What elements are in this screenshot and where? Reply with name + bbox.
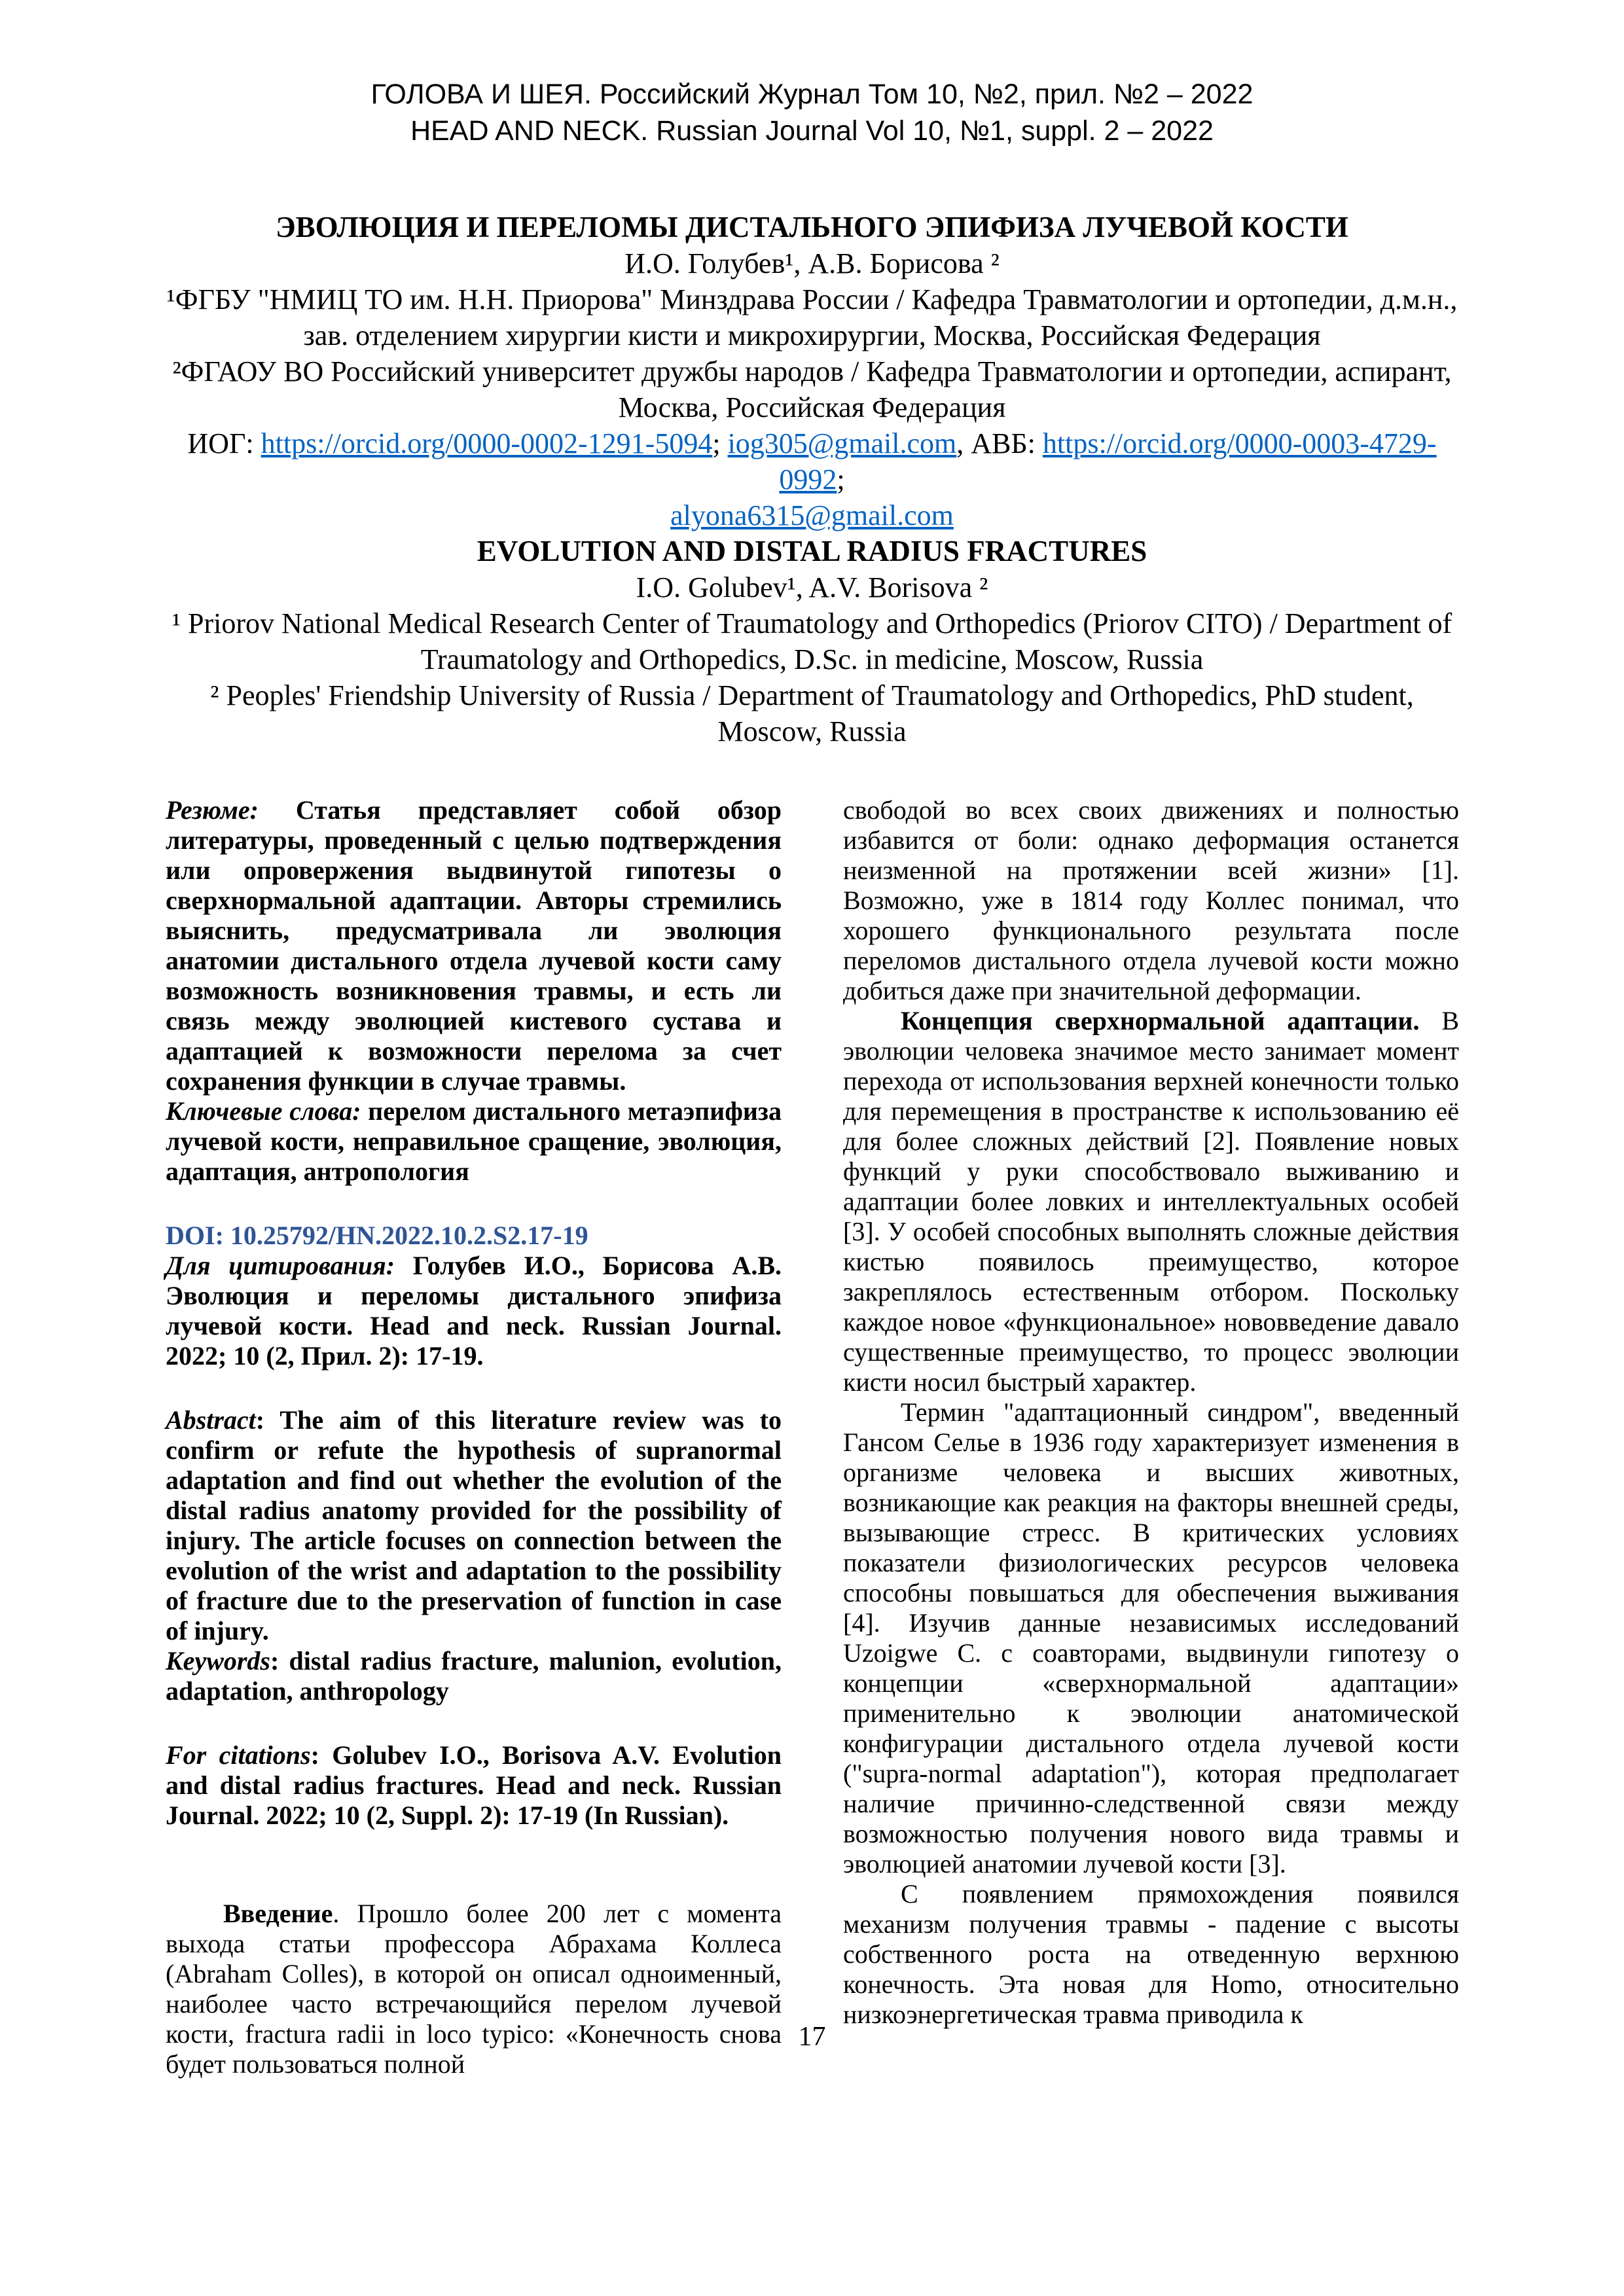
citation-ru-text: Голубев И.О., Борисова А.В. Эволюция и переломы дистального эпифиза лучевой кости. Head and neck. Russian Journal. 2022; 10 (2, Прил. 2): 17-19.	[166, 1251, 782, 1371]
keywords-en-paragraph	[166, 1646, 782, 1706]
running-head	[0, 0, 1624, 149]
affiliation-1-en: ¹ Priorov National Medical Research Center of Traumatology and Orthopedics (Priorov CITO) / Department of Traumatology and Orthopedics, D.Sc. in medicine, Moscow, Russia	[171, 607, 1453, 675]
citation-en-text: : Golubev I.O., Borisova A.V. Evolution and distal radius fractures. Head and neck. Russian Journal. 2022; 10 (2, Suppl. 2): 17-19 (In Russian).	[166, 1740, 782, 1830]
body-paragraph-4: С появлением прямохождения появился механизм получения травмы - падение с высоты собственного роста на отведенную верхнюю конечность. Эта новая для Homo, относительно низкоэнергетическая травма приводила к	[843, 1879, 1459, 2029]
authors-en: I.O. Golubev¹, A.V. Borisova ²	[636, 571, 988, 603]
introduction-label: Введение	[223, 1899, 333, 1928]
title-block	[157, 209, 1467, 749]
email-link-2[interactable]: alyona6315@gmail.com	[670, 499, 954, 531]
resume-label: Резюме:	[166, 795, 259, 825]
body-paragraph-2-text: В эволюции человека значимое место занимает момент перехода от использования верхней конечности только для перемещения в пространстве к использованию её для более сложных действий [2]. Появление новых функций у руки способствовало выживанию и адаптации более ловких и интеллектуальных особей [3]. У особей способных выполнять сложные действия кистью появилось преимущество, которое закреплялось естественным отбором. Поскольку каждое новое «функциональное» нововведение давало существенные преимущество, то процесс эволюции кисти носил быстрый характер.	[843, 1006, 1459, 1397]
left-column	[166, 795, 782, 2079]
supranormal-adaptation-heading: Концепция сверхнормальной адаптации.	[901, 1006, 1420, 1035]
article-title-ru: ЭВОЛЮЦИЯ И ПЕРЕЛОМЫ ДИСТАЛЬНОГО ЭПИФИЗА ЛУЧЕВОЙ КОСТИ	[276, 211, 1348, 243]
body-paragraph-3: Термин "адаптационный синдром", введенный Гансом Селье в 1936 году характеризует изменения в организме человека и высших животных, возникающие как реакция на факторы внешней среды, вызывающие стресс. В критических условиях показатели физиологических ресурсов человека способны повышаться для обеспечения выживания [4]. Изучив данные независимых исследований Uzoigwe C. с соавторами, выдвинули гипотезу о концепции «сверхнормальной адаптации» применительно к эволюции анатомической конфигурации дистального отдела лучевой кости ("supra-normal adaptation"), которая предполагает наличие причинно-следственной связи между возможностью получения нового вида травмы и эволюцией анатомии лучевой кости [3].	[843, 1397, 1459, 1878]
keywords-en-label: Keywords	[166, 1646, 270, 1676]
authors-ru: И.О. Голубев¹, А.В. Борисова ²	[624, 247, 1000, 279]
introduction-text: . Прошло более 200 лет с момента выхода статьи профессора Абрахама Коллеса (Abraham Colles), в которой он описал одноименный, наиболее часто встречающийся перелом лучевой кости, fractura radii in loco typico: «Конечность снова будет пользоваться полной	[166, 1899, 782, 2079]
doi-line: DOI: 10.25792/HN.2022.10.2.S2.17-19	[166, 1221, 588, 1250]
contacts-label-avb: , АВБ:	[956, 427, 1043, 459]
citation-ru-label: Для цитирования:	[166, 1251, 395, 1280]
resume-text: Статья представляет собой обзор литературы, проведенный с целью подтверждения или опровержения выдвинутой гипотезы о сверхнормальной адаптации. Авторы стремились выяснить, предусматривала ли эволюция анатомии дистального отдела лучевой кости саму возможность возникновения травмы, и есть ли связь между эволюцией кистевого сустава и адаптацией к возможности перелома за счет сохранения функции в случае травмы.	[166, 795, 782, 1096]
running-head-ru: ГОЛОВА И ШЕЯ. Российский Журнал Том 10, №2, прил. №2 – 2022	[370, 79, 1254, 110]
contacts-separator: ;	[712, 427, 728, 459]
article-title-en: EVOLUTION AND DISTAL RADIUS FRACTURES	[477, 535, 1147, 567]
body-paragraph-1: свободой во всех своих движениях и полностью избавится от боли: однако деформация останется неизменной на протяжении всей жизни» [1]. Возможно, уже в 1814 году Коллес понимал, что хорошего функционального результата после переломов дистального отдела лучевой кости можно добиться даже при значительной деформации.	[843, 795, 1459, 1005]
affiliation-2-ru: ²ФГАОУ ВО Российский университет дружбы народов / Кафедра Травматологии и ортопедии, аспирант, Москва, Российская Федерация	[172, 355, 1452, 423]
resume-paragraph	[166, 795, 782, 1096]
body-paragraph-2	[843, 1006, 1459, 1397]
running-head-en: HEAD AND NECK. Russian Journal Vol 10, №1, suppl. 2 – 2022	[410, 115, 1214, 147]
citation-en-label: For citations	[166, 1740, 311, 1770]
contacts-separator-2: ;	[837, 463, 845, 495]
abstract-text: : The aim of this literature review was to confirm or refute the hypothesis of supranormal adaptation and find out whether the evolution of the distal radius anatomy provided for the possibility of injury. The article focuses on connection between the evolution of the wrist and adaptation to the possibility of fracture due to the preservation of function in case of injury.	[166, 1405, 782, 1645]
page-number: 17	[798, 2022, 826, 2052]
contacts-line-2	[157, 497, 1467, 533]
affiliation-1-ru: ¹ФГБУ "НМИЦ ТО им. Н.Н. Приорова" Минздрава России / Кафедра Травматологии и ортопедии, д.м.н., зав. отделением хирургии кисти и микрохирургии, Москва, Российская Федерация	[166, 283, 1458, 351]
right-column	[843, 795, 1459, 2079]
keywords-en-text: : distal radius fracture, malunion, evolution, adaptation, anthropology	[166, 1646, 782, 1706]
contacts-line	[157, 425, 1467, 497]
affiliation-2-en: ² Peoples' Friendship University of Russia / Department of Traumatology and Orthopedics, PhD student, Moscow, Russia	[210, 679, 1414, 747]
orcid-link-2[interactable]: https://orcid.org/0000-0003-4729-0992	[779, 427, 1437, 495]
contacts-label-iog: ИОГ:	[187, 427, 261, 459]
orcid-link-1[interactable]: https://orcid.org/0000-0002-1291-5094	[261, 427, 713, 459]
abstract-paragraph	[166, 1405, 782, 1646]
abstract-label: Abstract	[166, 1405, 256, 1435]
keywords-ru-label: Ключевые слова:	[166, 1096, 361, 1126]
keywords-ru-paragraph	[166, 1096, 782, 1187]
citation-ru-paragraph	[166, 1251, 782, 1371]
article-body	[166, 795, 1459, 2079]
citation-en-paragraph	[166, 1740, 782, 1831]
keywords-ru-text: перелом дистального метаэпифиза лучевой кости, неправильное сращение, эволюция, адаптация, антропология	[166, 1096, 782, 1186]
email-link-1[interactable]: iog305@gmail.com	[727, 427, 957, 459]
